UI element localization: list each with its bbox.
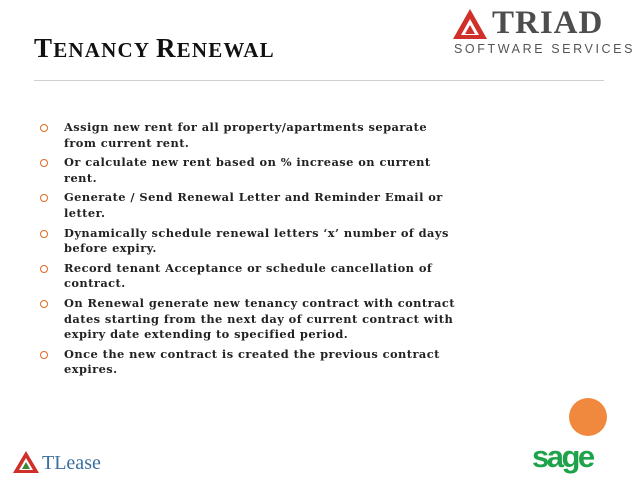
list-item-text: Assign new rent for all property/apartments separate from current rent.	[64, 120, 428, 150]
title-rest-2: ENEWAL	[176, 38, 275, 62]
list-item-text: Record tenant Acceptance or schedule cancellation of contract.	[64, 260, 433, 291]
triad-logo-text: TRIAD	[492, 5, 604, 41]
tlease-logo-icon	[12, 450, 40, 474]
list-item	[40, 226, 460, 257]
slide-title	[34, 33, 275, 64]
decorative-circle	[569, 398, 607, 436]
list-item	[40, 261, 460, 292]
sage-logo-text: sage	[532, 440, 593, 474]
title-rest-1: ENANCY	[53, 38, 150, 62]
bullet-icon	[40, 230, 48, 238]
title-cap-1: T	[34, 33, 54, 63]
title-cap-2: R	[155, 33, 177, 63]
bullet-icon	[40, 300, 48, 308]
list-item-text: On Renewal generate new tenancy contract with contract dates starting from the next day of current contract with expiry date extending to specified period.	[64, 295, 455, 342]
list-item	[40, 190, 460, 221]
title-divider	[34, 80, 604, 81]
bullet-icon	[40, 265, 48, 273]
list-item	[40, 296, 460, 343]
bullet-icon	[40, 124, 48, 132]
tlease-logo-text: TLease	[42, 452, 101, 474]
bullet-icon	[40, 194, 48, 202]
sage-logo	[530, 440, 610, 476]
triad-logo-icon	[452, 8, 488, 40]
bullet-icon	[40, 351, 48, 359]
list-item-text: Generate / Send Renewal Letter and Reminder Email or letter.	[64, 190, 443, 220]
triad-logo-subtitle: SOFTWARE SERVICES	[454, 42, 636, 56]
bullet-icon	[40, 159, 48, 167]
feature-list	[40, 120, 460, 382]
list-item-text: Once the new contract is created the previous contract expires.	[64, 346, 440, 377]
list-item	[40, 347, 460, 378]
list-item	[40, 155, 460, 186]
list-item	[40, 120, 460, 151]
list-item-text: Or calculate new rent based on % increase on current rent.	[64, 155, 431, 185]
list-item-text: Dynamically schedule renewal letters ‘x’ number of days before expiry.	[64, 225, 449, 256]
